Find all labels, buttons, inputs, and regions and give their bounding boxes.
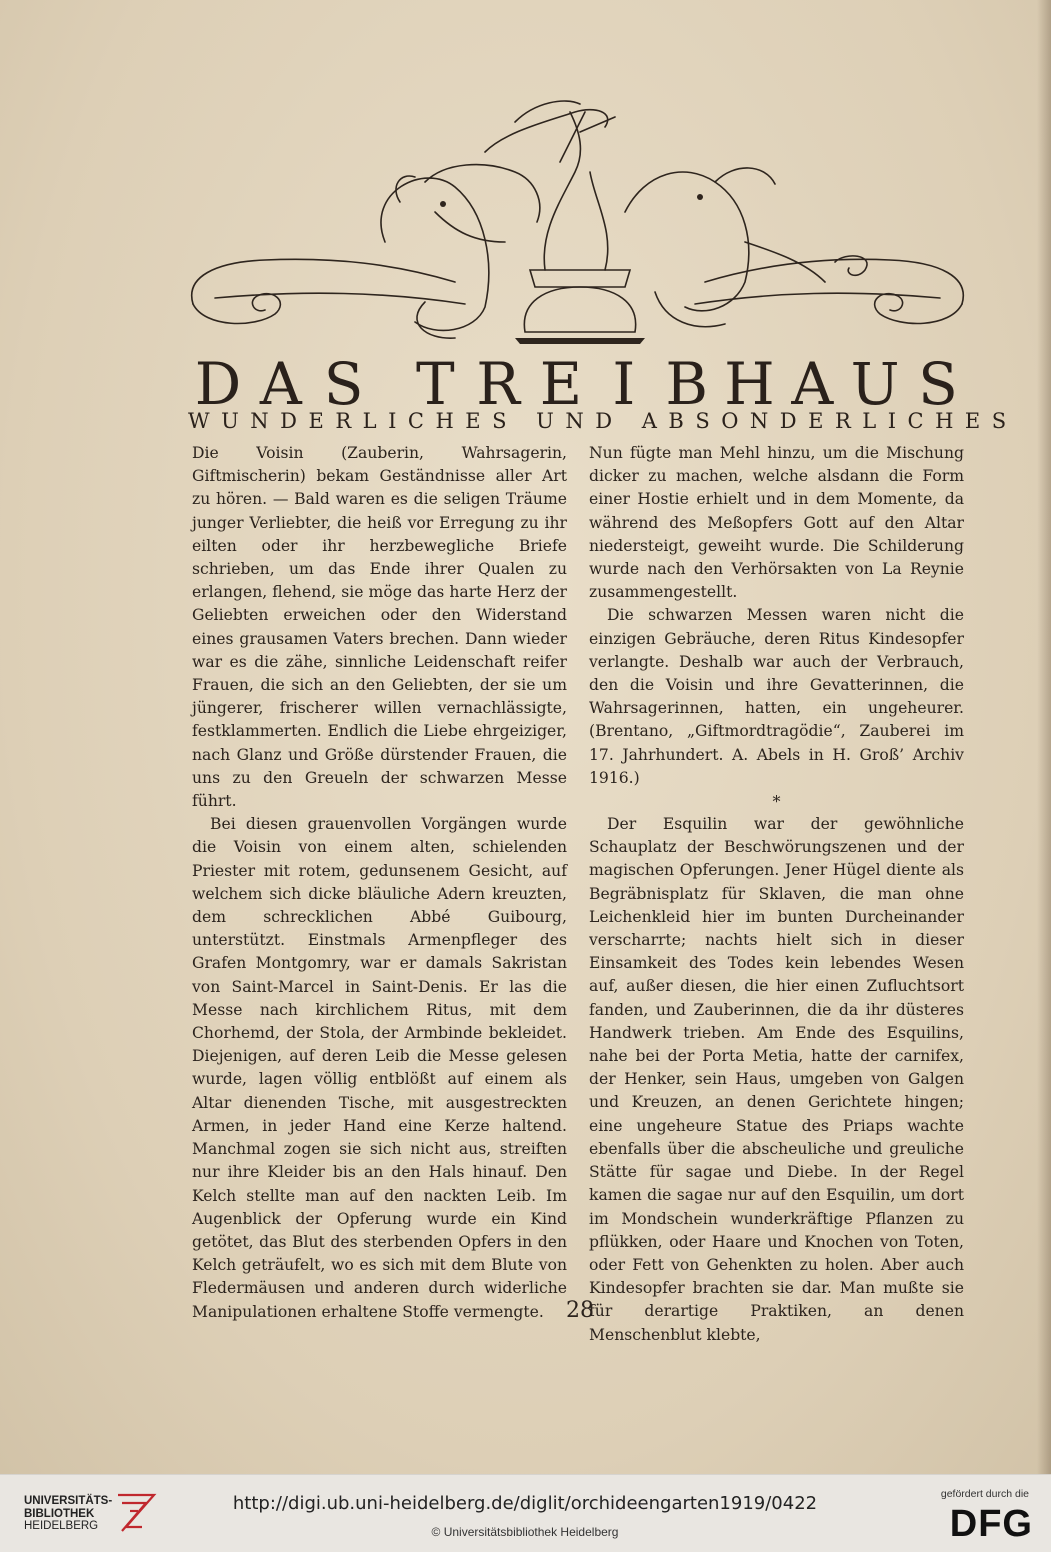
title-letter: E: [539, 350, 583, 418]
title-letter: B: [665, 350, 708, 418]
page-subtitle: WUNDERLICHES UND ABSONDERLICHES: [188, 409, 1018, 433]
funding-note: gefördert durch die: [940, 1488, 1029, 1500]
decorative-vignette-illustration: [185, 92, 970, 350]
text-column-right: [589, 442, 964, 1347]
title-letter: I: [612, 350, 636, 418]
paragraph: Nun fügte man Mehl hinzu, um die Mischung dicker zu machen, welche alsdann die Form einer Hostie erhielt und in dem Momente, da während des Meßopfers Gott auf den Altar niedersteigt, geweiht wurde. Die Schilderung wurde nach den Verhörsakten von La Reynie zusammengestellt.: [589, 444, 964, 602]
institution-name: [24, 1495, 112, 1533]
title-gap: [376, 352, 402, 416]
title-letter: A: [259, 350, 302, 418]
title-letter: U: [850, 350, 900, 418]
dfg-logo[interactable]: DFG: [949, 1503, 1033, 1545]
title-letter: D: [194, 350, 242, 418]
paragraph: Die schwarzen Messen waren nicht die einzigen Gebräuche, deren Ritus Kindesopfer verlangte. Deshalb war auch der Verbrauch, den die Voisin und ihre Gevatterinnen, die Wahrsagerinnen, hatten, ein ungeheurer. (Brentano, „Giftmordtragödie“, Zauberei im 17. Jahrhundert. A. Abels in H. Groß’ Archiv 1916.): [589, 606, 964, 787]
permalink-url[interactable]: http://digi.ub.uni-heidelberg.de/diglit/orchideengarten1919/0422: [232, 1493, 818, 1514]
institution-line: BIBLIOTHEK: [24, 1507, 95, 1520]
paragraph: Die Voisin (Zauberin, Wahrsagerin, Giftmischerin) bekam Geständnisse aller Art zu hören. — Bald waren es die seligen Träume junger Verliebter, die heiß vor Erregung zu ihr eilten oder ihr herzbewegliche Briefe schrieben, um das Ende ihrer Qualen zu erlangen, flehend, sie möge das harte Herz der Geliebten erweichen oder den Widerstand eines grausamen Vaters brechen. Dann wieder war es die zähe, sinnliche Leidenschaft reifer Frauen, die sich an den Geliebten, der sie um jüngerer, frischerer willen vernachlässigte, festklammerten. Endlich die Liebe ehrgeiziger, nach Glanz und Größe dürstender Frauen, die uns zu den Greueln der schwarzen Messe führt.: [192, 444, 567, 811]
title-letter: S: [323, 350, 364, 418]
institution-line: UNIVERSITÄTS-: [24, 1495, 113, 1507]
title-letter: H: [724, 350, 775, 418]
text-column-left: [192, 442, 567, 1324]
title-letter: S: [918, 350, 958, 418]
paragraph: Bei diesen grauenvollen Vorgängen wurde die Voisin von einem alten, schielenden Priester mit rotem, gedunsenem Gesicht, auf welchem sich dicke bläuliche Adern kreuzten, dem schrecklichen Abbé Guibourg, unterstützt. Einstmals Armenpfleger des Grafen Montgomry, war er damals Sakristan von Saint-Marcel in Saint-Denis. Er las die Messe nach kirchlichem Ritus, mit dem Chorhemd, der Stola, der Armbinde bekleidet. Diejenigen, auf deren Leib die Messe gelesen wurde, lagen völlig entblößt auf einem als Altar dienenden Tische, mit ausgestreckten Armen, in jeder Hand eine Kerze haltend. Manchmal zogen sie sich nicht aus, streiften nur ihre Kleider bis an den Hals hinauf. Den Kelch stellte man auf den nackten Leib. Im Augenblick der Opferung wurde ein Kind getötet, das Blut des sterbenden Opfers in den Kelch geträufelt, wo es sich mit dem Blute von Fledermäusen und anderen durch widerliche Manipulationen erhaltene Stoffe vermengte.: [192, 815, 567, 1321]
page-number: 28: [566, 1298, 594, 1323]
paragraph: Der Esquilin war der gewöhnliche Schauplatz der Beschwörungszenen und der magischen Opferungen. Jener Hügel diente als Begräbnisplatz für Sklaven, die man ohne Leichenkleid hier im bunten Durcheinander verscharrte; nachts hielt sich in dieser Einsamkeit des Todes kein lebendes Wesen auf, außer diesen, die hier einen Zufluchtsort fanden, und Zauberinnen, die da ihr düsteres Handwerk trieben. Am Ende des Esquilins, nahe bei der Porta Metia, hatte der carnifex, der Henker, sein Haus, umgeben von Galgen und Kreuzen, an denen Gerichtete hingen; eine ungeheure Statue des Priaps wachte ebenfalls über die abscheuliche und greuliche Stätte für sagae und Diebe. In der Regel kamen die sagae nur auf den Esquilin, um dort im Mondschein wunderkräftige Pflanzen zu pflükken, oder Haare und Knochen von Toten, oder Fett von Gehenkten zu holen. Aber auch Kindesopfer brachten sie dar. Man mußte sie für derartige Praktiken, an denen Menschenblut klebte,: [589, 815, 964, 1344]
title-letter: A: [791, 350, 834, 418]
title-letter: T: [415, 350, 455, 418]
copyright-notice: © Universitätsbibliothek Heidelberg: [431, 1525, 619, 1539]
title-letter: R: [476, 350, 520, 418]
viewer-footer: [0, 1474, 1051, 1552]
institution-line: HEIDELBERG: [24, 1520, 99, 1532]
page-title: [188, 352, 968, 416]
section-separator: *: [772, 792, 781, 812]
